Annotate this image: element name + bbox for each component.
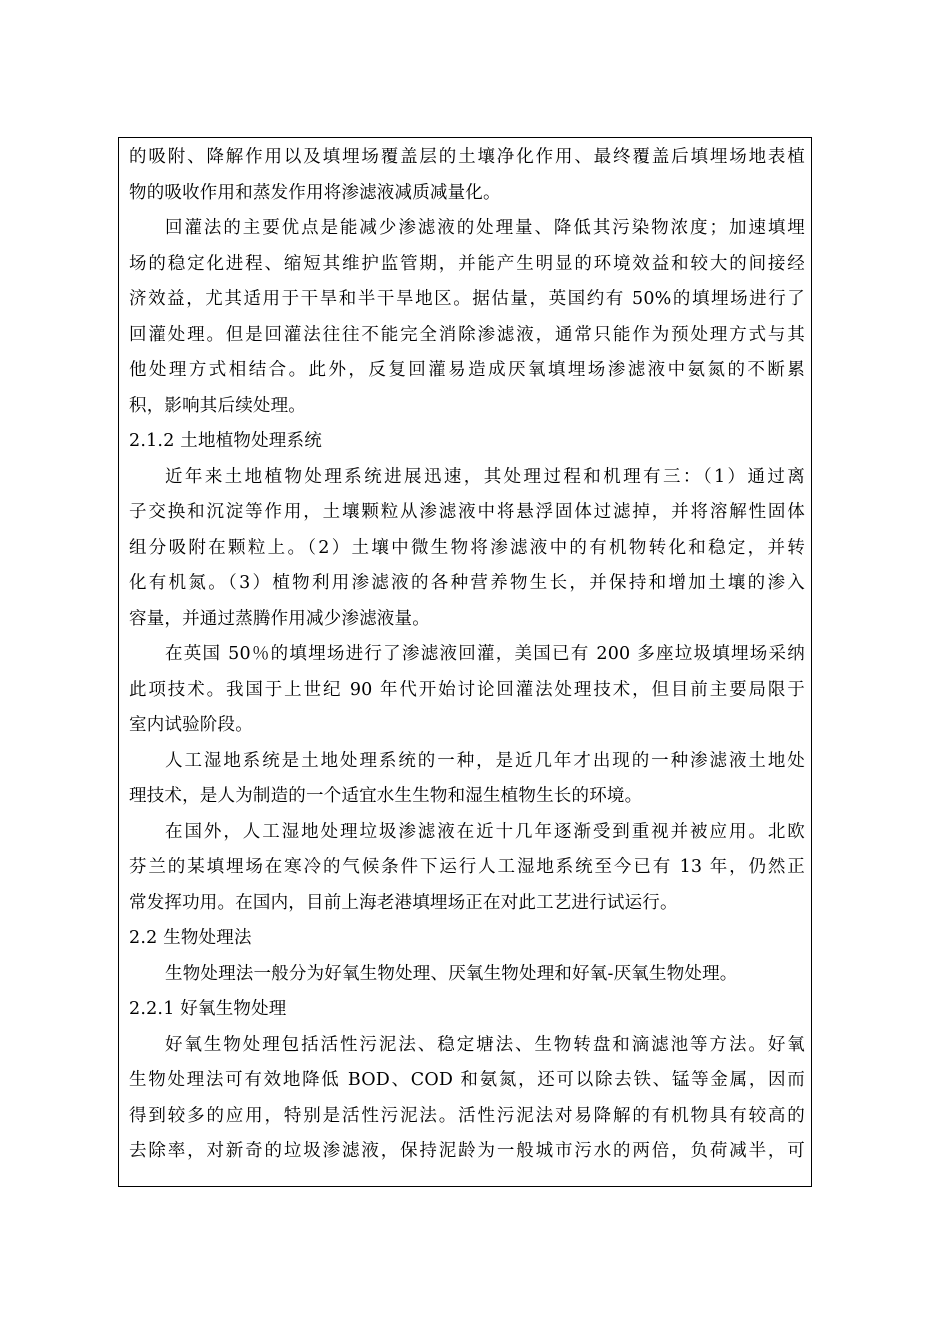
paragraph-line: 回灌处理。但是回灌法往往不能完全消除渗滤液，通常只能作为预处理方式与其 xyxy=(129,324,805,345)
paragraph-line: 化有机氮。（3）植物利用渗滤液的各种营养物生长，并保持和增加土壤的渗入 xyxy=(129,573,805,593)
paragraph-line: 好氧生物处理包括活性污泥法、稳定塘法、生物转盘和滴滤池等方法。好氧 xyxy=(165,1034,805,1055)
text-frame xyxy=(118,137,812,1187)
paragraph-line: 理技术，是人为制造的一个适宜水生生物和湿生植物生长的环境。 xyxy=(129,786,643,806)
paragraph-line: 常发挥功用。在国内，目前上海老港填埋场正在对此工艺进行试运行。 xyxy=(129,892,678,913)
section-heading: 2.2 生物处理法 xyxy=(129,928,252,948)
paragraph-line: 场的稳定化进程、缩短其维护监管期，并能产生明显的环境效益和较大的间接经 xyxy=(129,253,805,274)
paragraph-line: 在国外，人工湿地处理垃圾渗滤液在近十几年逐渐受到重视并被应用。北欧 xyxy=(165,821,805,842)
section-heading: 2.2.1 好氧生物处理 xyxy=(129,999,287,1019)
document-body xyxy=(129,140,805,1170)
paragraph-line: 物的吸收作用和蒸发作用将渗滤液减质减量化。 xyxy=(129,182,501,203)
paragraph-line: 生物处理法可有效地降低 BOD、COD 和氨氮，还可以除去铁、锰等金属，因而 xyxy=(129,1070,805,1090)
paragraph-line: 的吸附、降解作用以及填埋场覆盖层的土壤净化作用、最终覆盖后填埋场地表植 xyxy=(129,147,805,167)
section-heading: 2.1.2 土地植物处理系统 xyxy=(129,431,322,451)
paragraph-line: 去除率，对新奇的垃圾渗滤液，保持泥龄为一般城市污水的两倍，负荷减半，可 xyxy=(129,1141,805,1161)
paragraph-line: 在英国 50％的填埋场进行了渗滤液回灌，美国已有 200 多座垃圾填埋场采纳 xyxy=(165,644,805,664)
paragraph-line: 此项技术。我国于上世纪 90 年代开始讨论回灌法处理技术，但目前主要局限于 xyxy=(129,679,805,700)
paragraph-line: 人工湿地系统是土地处理系统的一种，是近几年才出现的一种渗滤液土地处 xyxy=(165,750,805,771)
paragraph-line: 室内试验阶段。 xyxy=(129,715,253,735)
paragraph-line: 他处理方式相结合。此外，反复回灌易造成厌氧填埋场渗滤液中氨氮的不断累 xyxy=(129,360,805,380)
paragraph-line: 积，影响其后续处理。 xyxy=(129,395,306,416)
paragraph-line: 近年来土地植物处理系统进展迅速，其处理过程和机理有三：（1）通过离 xyxy=(165,466,805,487)
paragraph-line: 回灌法的主要优点是能减少渗滤液的处理量、降低其污染物浓度；加速填埋 xyxy=(165,218,805,238)
paragraph-line: 组分吸附在颗粒上。（2）土壤中微生物将渗滤液中的有机物转化和稳定，并转 xyxy=(129,537,805,558)
paragraph-line: 得到较多的应用，特别是活性污泥法。活性污泥法对易降解的有机物具有较高的 xyxy=(129,1105,805,1126)
paragraph-line: 容量，并通过蒸腾作用减少渗滤液量。 xyxy=(129,608,430,629)
paragraph-line: 芬兰的某填埋场在寒冷的气候条件下运行人工湿地系统至今已有 13 年，仍然正 xyxy=(129,857,805,877)
paragraph-line: 济效益，尤其适用于干旱和半干旱地区。据估量，英国约有 50%的填埋场进行了 xyxy=(129,289,805,309)
paragraph-line: 生物处理法一般分为好氧生物处理、厌氧生物处理和好氧-厌氧生物处理。 xyxy=(165,963,738,984)
paragraph-line: 子交换和沉淀等作用，土壤颗粒从渗滤液中将悬浮固体过滤掉，并将溶解性固体 xyxy=(129,502,805,522)
